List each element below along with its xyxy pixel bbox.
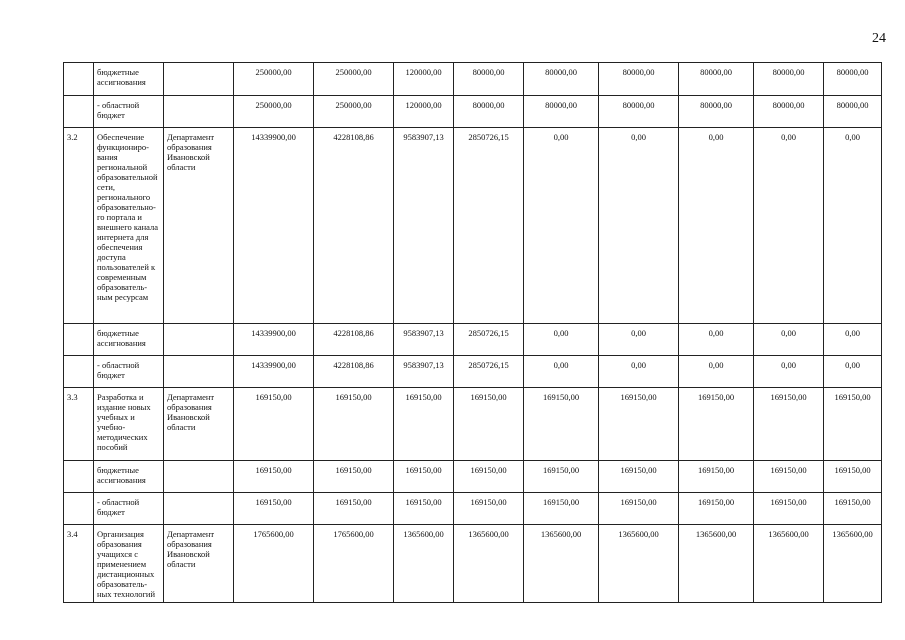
row-code-cell [64,324,94,356]
row-department-cell [164,324,234,356]
value-cell: 1365600,00 [679,525,754,603]
value-cell: 2850726,15 [454,324,524,356]
value-cell: 80000,00 [754,96,824,128]
value-cell: 0,00 [524,356,599,388]
value-cell: 169150,00 [524,461,599,493]
value-cell: 169150,00 [234,461,314,493]
value-cell: 169150,00 [679,493,754,525]
value-cell: 4228108,86 [314,324,394,356]
value-cell: 2850726,15 [454,128,524,324]
value-cell: 169150,00 [234,388,314,461]
row-code-cell: 3.2 [64,128,94,324]
row-description-cell: - областной бюджет [94,356,164,388]
value-cell: 169150,00 [599,388,679,461]
value-cell: 169150,00 [754,493,824,525]
row-department-cell: Департамент образования Ивановской области [164,525,234,603]
row-department-cell [164,96,234,128]
value-cell: 169150,00 [599,493,679,525]
value-cell: 80000,00 [524,63,599,96]
table-row [64,63,882,96]
value-cell: 14339900,00 [234,128,314,324]
value-cell: 14339900,00 [234,324,314,356]
value-cell: 1365600,00 [824,525,882,603]
value-cell: 169150,00 [679,388,754,461]
value-cell: 0,00 [599,356,679,388]
row-department-cell: Департамент образования Ивановской области [164,128,234,324]
value-cell: 169150,00 [824,388,882,461]
value-cell: 9583907,13 [394,128,454,324]
value-cell: 80000,00 [754,63,824,96]
value-cell: 0,00 [679,128,754,324]
value-cell: 0,00 [524,128,599,324]
value-cell: 250000,00 [234,63,314,96]
value-cell: 80000,00 [679,63,754,96]
row-department-cell [164,461,234,493]
row-description-cell: Разработка и издание новых учебных и учебно-методических пособий [94,388,164,461]
page-number: 24 [872,31,886,46]
value-cell: 1365600,00 [454,525,524,603]
value-cell: 0,00 [754,128,824,324]
value-cell: 169150,00 [824,493,882,525]
value-cell: 169150,00 [314,461,394,493]
value-cell: 120000,00 [394,96,454,128]
row-code-cell [64,96,94,128]
table-row [64,356,882,388]
row-code-cell [64,493,94,525]
value-cell: 0,00 [824,356,882,388]
value-cell: 9583907,13 [394,324,454,356]
value-cell: 169150,00 [234,493,314,525]
value-cell: 80000,00 [679,96,754,128]
value-cell: 169150,00 [754,461,824,493]
row-description-cell: Обеспечение функциониро-вания региональной образовательной сети, регионального образовательно-го портала и внешнего канала интернета для обеспечения доступа пользователей к современным образователь-ным ресурсам [94,128,164,324]
table-row [64,96,882,128]
value-cell: 169150,00 [679,461,754,493]
value-cell: 1365600,00 [394,525,454,603]
row-code-cell: 3.3 [64,388,94,461]
value-cell: 80000,00 [599,63,679,96]
table-row [64,493,882,525]
value-cell: 4228108,86 [314,128,394,324]
value-cell: 0,00 [824,324,882,356]
value-cell: 169150,00 [454,388,524,461]
row-code-cell [64,461,94,493]
table-row [64,128,882,324]
value-cell: 80000,00 [599,96,679,128]
value-cell: 169150,00 [754,388,824,461]
row-description-cell: бюджетные ассигнования [94,324,164,356]
value-cell: 9583907,13 [394,356,454,388]
value-cell: 4228108,86 [314,356,394,388]
row-code-cell [64,63,94,96]
value-cell: 169150,00 [454,461,524,493]
value-cell: 169150,00 [394,461,454,493]
table-row [64,525,882,603]
value-cell: 120000,00 [394,63,454,96]
table-row [64,324,882,356]
value-cell: 169150,00 [599,461,679,493]
row-description-cell: - областной бюджет [94,493,164,525]
value-cell: 250000,00 [314,96,394,128]
value-cell: 169150,00 [824,461,882,493]
value-cell: 0,00 [754,324,824,356]
value-cell: 1765600,00 [234,525,314,603]
value-cell: 169150,00 [394,388,454,461]
table-row [64,388,882,461]
value-cell: 169150,00 [394,493,454,525]
value-cell: 80000,00 [824,63,882,96]
value-cell: 169150,00 [454,493,524,525]
row-code-cell [64,356,94,388]
value-cell: 0,00 [679,324,754,356]
value-cell: 1365600,00 [599,525,679,603]
row-department-cell: Департамент образования Ивановской области [164,388,234,461]
value-cell: 169150,00 [314,388,394,461]
value-cell: 14339900,00 [234,356,314,388]
value-cell: 0,00 [599,324,679,356]
row-department-cell [164,356,234,388]
value-cell: 80000,00 [454,96,524,128]
value-cell: 250000,00 [314,63,394,96]
row-code-cell: 3.4 [64,525,94,603]
value-cell: 0,00 [824,128,882,324]
table-row [64,461,882,493]
value-cell: 250000,00 [234,96,314,128]
value-cell: 0,00 [524,324,599,356]
row-description-cell: Организация образования учащихся с применением дистанционных образователь-ных технологий [94,525,164,603]
value-cell: 169150,00 [524,493,599,525]
value-cell: 0,00 [754,356,824,388]
value-cell: 169150,00 [314,493,394,525]
value-cell: 80000,00 [824,96,882,128]
value-cell: 1765600,00 [314,525,394,603]
row-description-cell: - областной бюджет [94,96,164,128]
value-cell: 0,00 [599,128,679,324]
value-cell: 1365600,00 [524,525,599,603]
row-description-cell: бюджетные ассигнования [94,461,164,493]
value-cell: 2850726,15 [454,356,524,388]
value-cell: 169150,00 [524,388,599,461]
budget-table [63,62,882,603]
row-department-cell [164,493,234,525]
row-department-cell [164,63,234,96]
value-cell: 80000,00 [524,96,599,128]
value-cell: 0,00 [679,356,754,388]
value-cell: 80000,00 [454,63,524,96]
row-description-cell: бюджетные ассигнования [94,63,164,96]
value-cell: 1365600,00 [754,525,824,603]
